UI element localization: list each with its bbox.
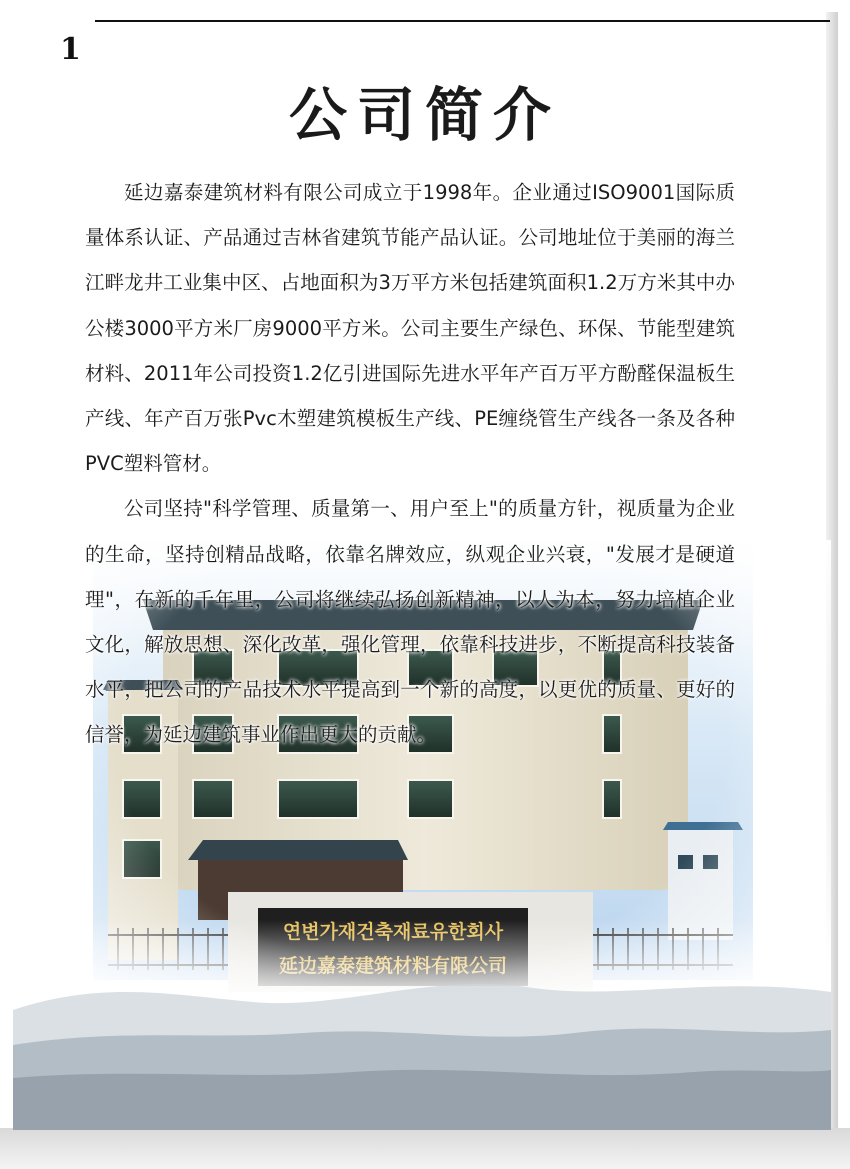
- header-rule: [95, 20, 830, 22]
- page-title: 公司简介: [288, 81, 561, 149]
- page-number: 1: [60, 32, 81, 67]
- scan-bottom-margin: [0, 1128, 850, 1169]
- profile-paragraph-1: 延边嘉泰建筑材料有限公司成立于1998年。企业通过ISO9001国际质量体系认证、产品通过吉林省建筑节能产品认证。公司地址位于美丽的海兰江畔龙井工业集中区、占地面积为3万平方米包括建筑面积1.2万方米其中办公楼3000平方米厂房9000平方米。公司主要生产绿色、环保、节能型建筑材料、2011年公司投资1.2亿引进国际先进水平年产百万平方酚醛保温板生产线、年产百万张Pvc木塑建筑模板生产线、PE缠绕管生产线各一条及各种PVC塑料管材。: [85, 181, 735, 476]
- company-profile-text: [85, 170, 735, 758]
- profile-paragraph-2: 公司坚持"科学管理、质量第一、用户至上"的质量方针，视质量为企业的生命，坚持创精品战略，依靠名牌效应，纵观企业兴衰，"发展才是硬道理"，在新的千年里，公司将继续弘扬创新精神，以人为本，努力培植企业文化，解放思想、深化改革，强化管理，依靠科技进步，不断提高科技装备水平，把公司的产品技术水平提高到一个新的高度，以更优的质量、更好的信誉，为延边建筑事业作出更大的贡献。: [85, 497, 735, 747]
